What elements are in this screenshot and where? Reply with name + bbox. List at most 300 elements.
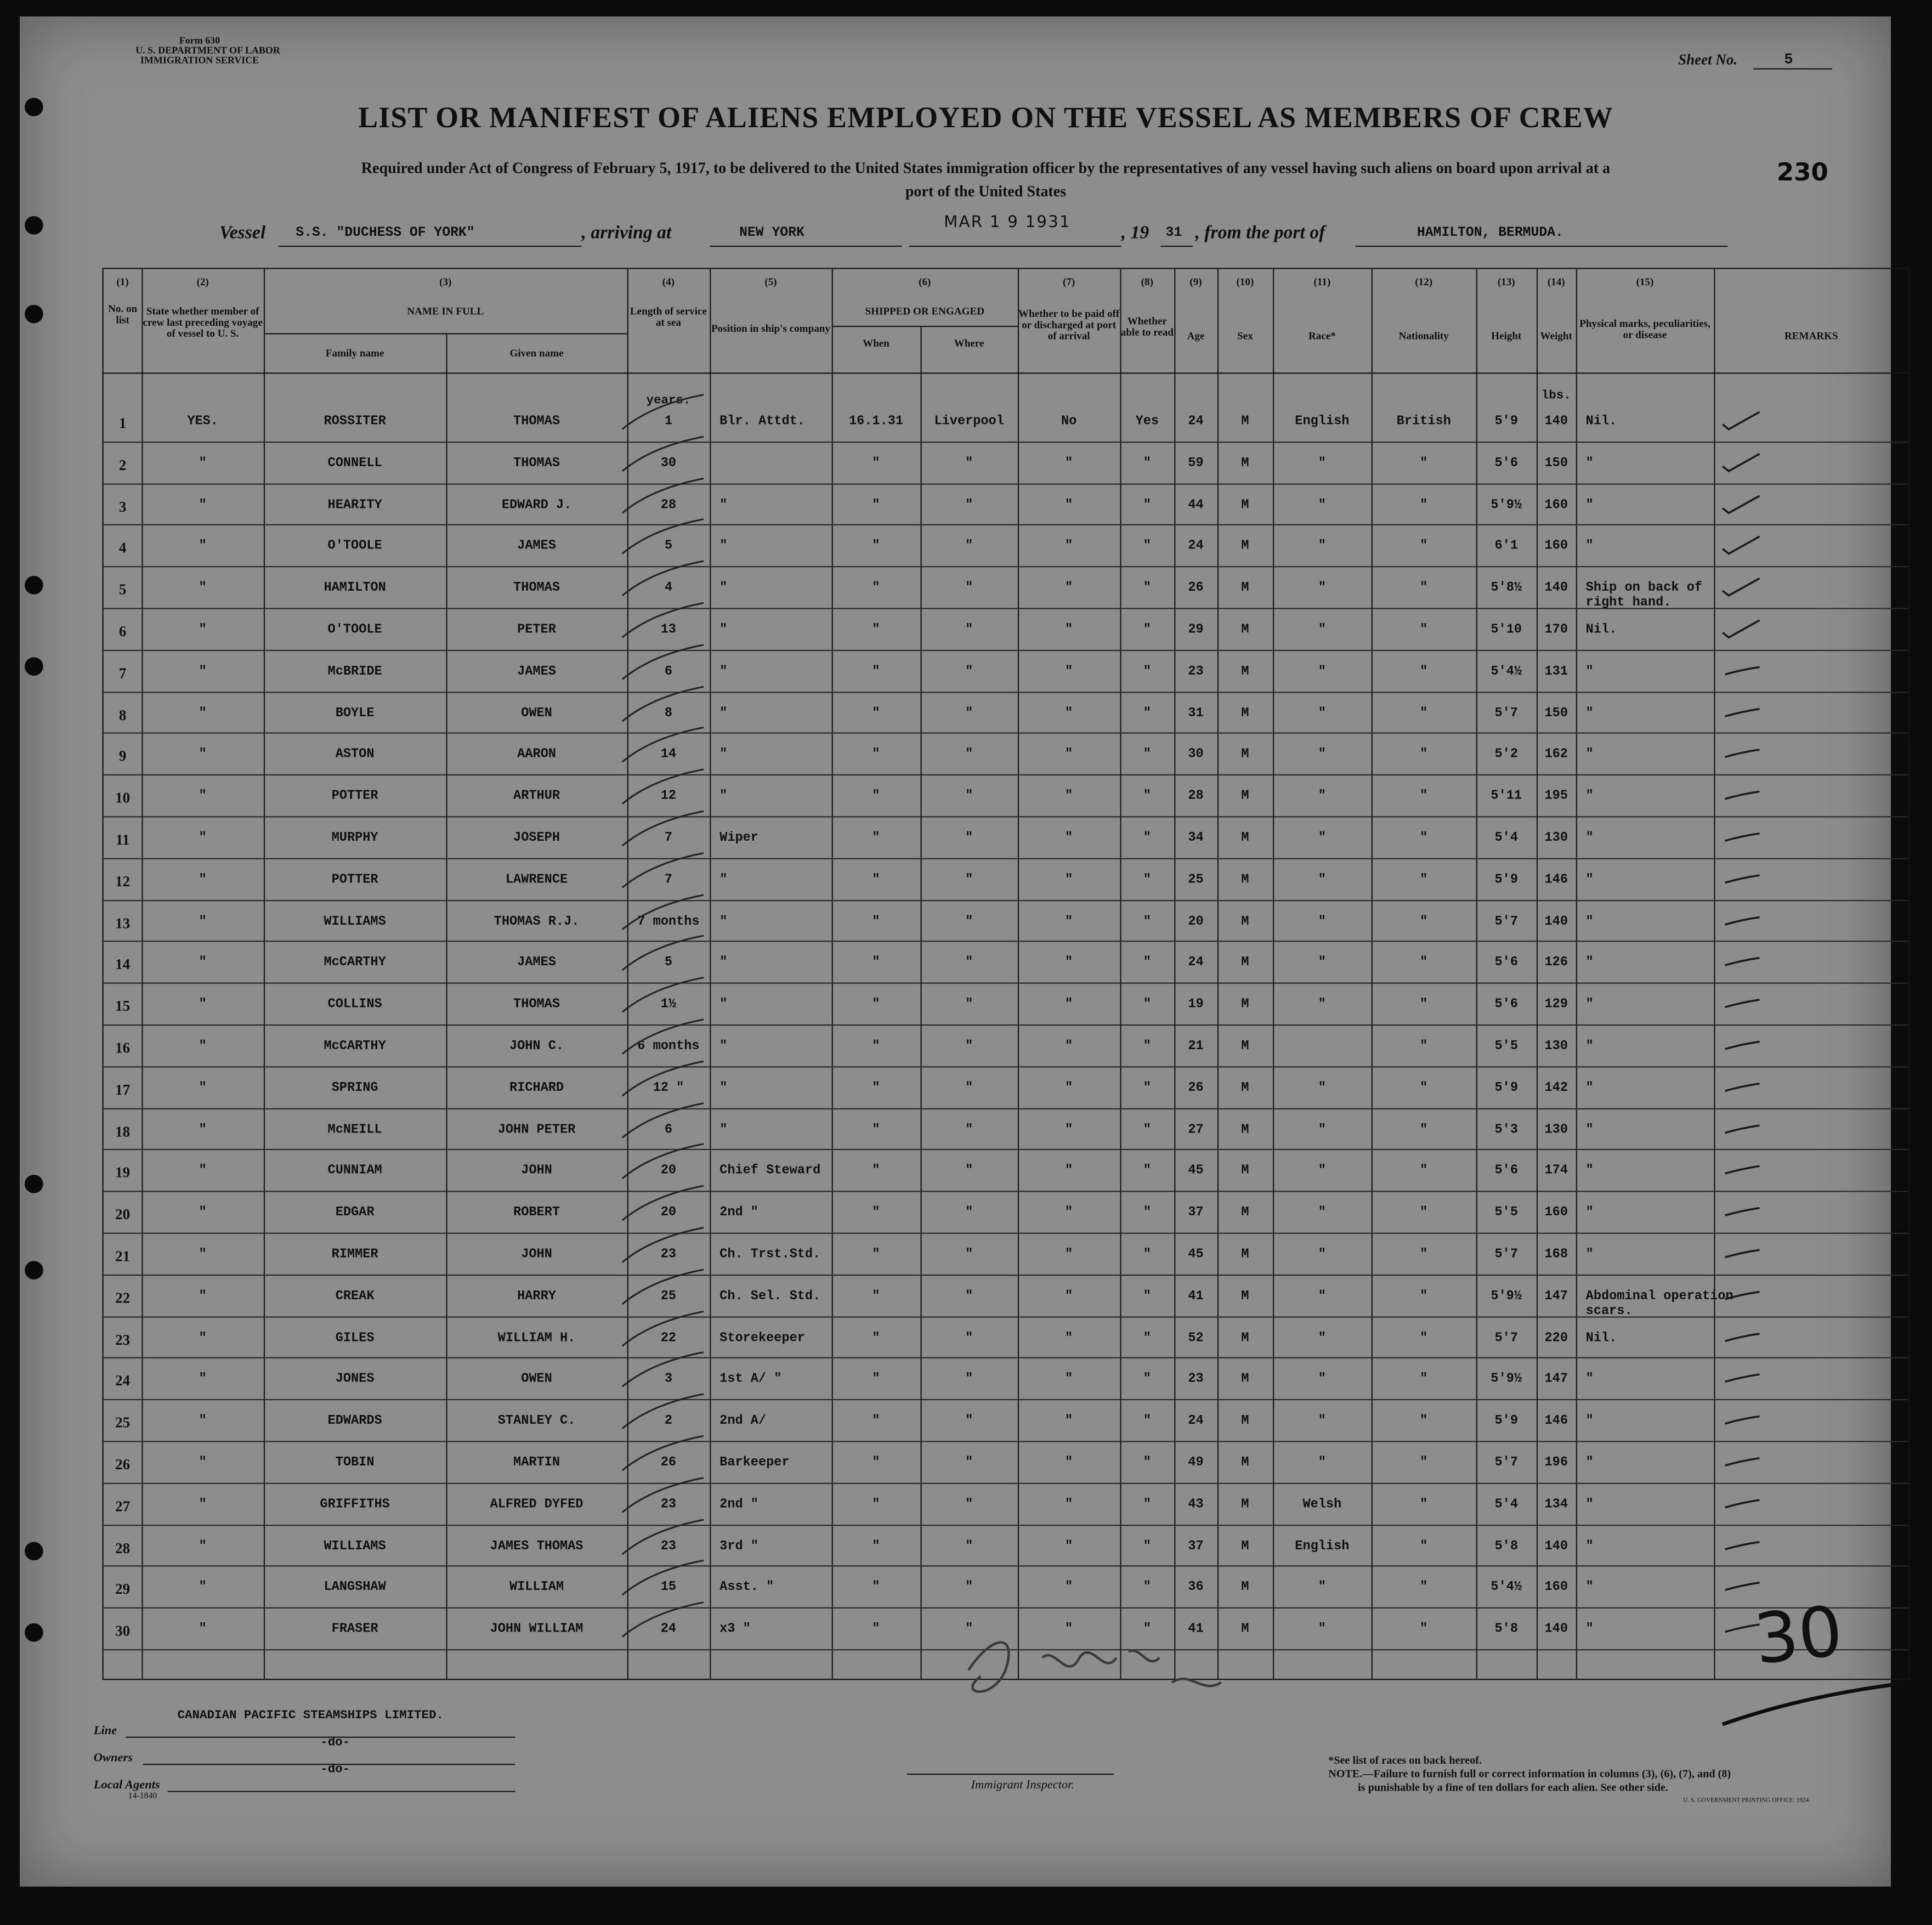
service-length: 20: [660, 1164, 677, 1179]
family-name: O'TOOLE: [327, 622, 382, 638]
family-name: GILES: [335, 1330, 375, 1346]
remarks-check-mark: [1718, 615, 1767, 640]
previous-voyage: ": [199, 664, 207, 680]
able-to-read: ": [1143, 1289, 1151, 1304]
weight: 140: [1544, 1539, 1568, 1554]
age: 49: [1188, 1456, 1204, 1471]
nationality: ": [1420, 1080, 1428, 1096]
ship-position: x3 ": [719, 1622, 751, 1637]
engaged-when: ": [872, 1622, 880, 1637]
able-to-read: Yes: [1135, 414, 1159, 429]
family-name: LANGSHAW: [324, 1581, 386, 1596]
family-name: McBRIDE: [327, 664, 382, 680]
ship-position: Asst. ": [719, 1581, 774, 1596]
column-header-15: Physical marks, peculiarities, or disease: [1579, 317, 1710, 341]
sex: M: [1241, 1456, 1249, 1471]
remarks-check-mark: [1718, 824, 1767, 848]
row-divider: [104, 525, 1909, 526]
physical-marks: ": [1585, 1039, 1594, 1054]
given-name: JOHN C.: [509, 1039, 564, 1054]
age: 26: [1188, 1080, 1204, 1096]
height: 5'4½: [1491, 664, 1522, 680]
column-header-family-name: Family name: [325, 347, 384, 359]
service-length: 23: [660, 1247, 677, 1262]
height: 5'8½: [1491, 581, 1522, 596]
column-number-10: (10): [1236, 275, 1254, 288]
height: 5'3: [1494, 1122, 1519, 1137]
family-name: CUNNIAM: [327, 1164, 382, 1179]
row-divider: [104, 1482, 1909, 1484]
previous-voyage: ": [199, 1247, 207, 1262]
page-subtitle-line2: port of the United States: [905, 183, 1067, 200]
column-divider: [1714, 269, 1715, 1679]
engaged-when: ": [872, 539, 880, 554]
remarks-check-mark: [1718, 740, 1767, 765]
engaged-where: ": [965, 1039, 973, 1054]
physical-marks: ": [1585, 497, 1594, 513]
nationality: ": [1420, 1372, 1428, 1388]
nationality: ": [1420, 664, 1428, 680]
age: 37: [1188, 1205, 1204, 1221]
height: 5'6: [1494, 955, 1519, 971]
race: ": [1318, 997, 1326, 1012]
engaged-where: ": [965, 1414, 973, 1429]
weight: 140: [1544, 581, 1568, 596]
service-length: 7: [664, 831, 673, 846]
row-number: 29: [115, 1581, 131, 1598]
given-name: JOHN WILLIAM: [490, 1622, 583, 1637]
able-to-read: ": [1143, 748, 1151, 763]
service-pencil-stroke: [615, 1392, 713, 1434]
race: ": [1318, 497, 1326, 513]
sex: M: [1241, 914, 1249, 929]
height: 5'9: [1494, 873, 1519, 888]
weight: 140: [1544, 914, 1568, 929]
race: English: [1295, 414, 1350, 429]
column-number-7: (7): [1062, 275, 1075, 288]
column-header-where: Where: [954, 337, 984, 349]
row-divider: [104, 858, 1909, 859]
page-title: LIST OR MANIFEST OF ALIENS EMPLOYED ON THE VESSEL AS MEMBERS OF CREW: [358, 103, 1613, 135]
engaged-where: ": [965, 1622, 973, 1637]
sex: M: [1241, 622, 1249, 638]
engaged-where: ": [965, 831, 973, 846]
previous-voyage: ": [199, 1164, 207, 1179]
given-name: ALFRED DYFED: [490, 1497, 583, 1513]
sheet-number-line: [1753, 68, 1832, 69]
engaged-when: ": [872, 622, 880, 638]
paid-off: ": [1065, 1247, 1073, 1262]
service-length: 2: [664, 1414, 673, 1429]
physical-marks: Ship on back of: [1585, 581, 1703, 596]
engaged-when: ": [872, 873, 880, 888]
paid-off: ": [1065, 706, 1073, 721]
remarks-check-mark: [1718, 990, 1767, 1015]
age: 20: [1188, 914, 1204, 929]
paid-off: ": [1065, 622, 1073, 638]
physical-marks-continued: scars.: [1585, 1304, 1633, 1319]
weight: 196: [1544, 1456, 1568, 1471]
physical-marks: Nil.: [1585, 622, 1617, 638]
height: 5'7: [1494, 706, 1519, 721]
engaged-where: ": [965, 622, 973, 638]
row-divider: [104, 899, 1909, 901]
physical-marks: ": [1585, 664, 1594, 680]
height: 6'1: [1494, 539, 1519, 554]
engaged-where: ": [965, 456, 973, 471]
sex: M: [1241, 873, 1249, 888]
engaged-where: ": [965, 789, 973, 805]
sex: M: [1241, 706, 1249, 721]
column-number-13: (13): [1497, 275, 1515, 288]
shipping-line-name: CANADIAN PACIFIC STEAMSHIPS LIMITED.: [177, 1709, 444, 1723]
physical-marks: ": [1585, 831, 1594, 846]
paid-off: ": [1065, 664, 1073, 680]
header-divider: [104, 372, 1909, 373]
weight: 126: [1544, 955, 1568, 971]
service-pencil-stroke: [615, 1434, 713, 1475]
age: 31: [1188, 706, 1204, 721]
physical-marks: Nil.: [1585, 1330, 1617, 1346]
service-length: 22: [660, 1330, 677, 1346]
engaged-where: ": [965, 1372, 973, 1388]
given-name: PETER: [517, 622, 556, 638]
given-name: WILLIAM H.: [497, 1330, 576, 1346]
service-length: 23: [660, 1539, 677, 1554]
physical-marks: Nil.: [1585, 414, 1617, 429]
remarks-check-mark: [1718, 490, 1767, 515]
engaged-where: ": [965, 706, 973, 721]
sex: M: [1241, 1581, 1249, 1596]
ship-position: Storekeeper: [719, 1330, 805, 1346]
engaged-where: ": [965, 997, 973, 1012]
paid-off: ": [1065, 914, 1073, 929]
able-to-read: ": [1143, 1414, 1151, 1429]
weight: 174: [1544, 1164, 1568, 1179]
given-name: WILLIAM: [509, 1581, 564, 1596]
age: 45: [1188, 1247, 1204, 1262]
physical-marks: ": [1585, 539, 1594, 554]
remarks-check-mark: [1718, 1032, 1767, 1056]
physical-marks: ": [1585, 1372, 1594, 1388]
binder-hole: [25, 1261, 43, 1279]
nationality: ": [1420, 622, 1428, 638]
given-name: JAMES: [517, 955, 556, 971]
vessel-label: Vessel: [219, 223, 266, 244]
engaged-when: ": [872, 1289, 880, 1304]
paid-off: ": [1065, 1622, 1073, 1637]
weight: 195: [1544, 789, 1568, 805]
paid-off: No: [1061, 414, 1077, 429]
row-number: 22: [115, 1289, 131, 1306]
remarks-check-mark: [1718, 532, 1767, 557]
engaged-when: ": [872, 789, 880, 805]
height: 5'9½: [1491, 1289, 1522, 1304]
age: 23: [1188, 1372, 1204, 1388]
manifest-sheet: [20, 16, 1891, 1887]
weight: 170: [1544, 622, 1568, 638]
given-name: THOMAS: [513, 581, 560, 596]
age: 41: [1188, 1289, 1204, 1304]
engaged-when: ": [872, 706, 880, 721]
nationality: ": [1420, 997, 1428, 1012]
family-name: ROSSITER: [324, 414, 386, 429]
ship-position: Wiper: [719, 831, 758, 846]
column-number-9: (9): [1189, 275, 1202, 288]
departure-port: HAMILTON, BERMUDA.: [1417, 225, 1563, 241]
remarks-check-mark: [1718, 782, 1767, 807]
sex: M: [1241, 748, 1249, 763]
engaged-when: ": [872, 1497, 880, 1513]
family-name: TOBIN: [335, 1456, 375, 1471]
crew-table: [103, 268, 1910, 1680]
arrival-port: NEW YORK: [739, 225, 804, 241]
race: ": [1318, 1247, 1326, 1262]
handwritten-stroke: [1720, 1668, 1917, 1729]
ship-position: ": [719, 1039, 728, 1054]
previous-voyage: ": [199, 1330, 207, 1346]
ship-position: 2nd ": [719, 1497, 758, 1513]
sex: M: [1241, 664, 1249, 680]
remarks-check-mark: [1718, 1407, 1767, 1431]
weight: 160: [1544, 497, 1568, 513]
column-header-12: Nationality: [1398, 329, 1449, 342]
column-header-11: Race*: [1308, 329, 1336, 342]
height: 5'7: [1494, 1456, 1519, 1471]
service-pencil-stroke: [615, 933, 713, 975]
row-number: 10: [115, 789, 131, 807]
arrival-date-stamp: MAR 1 9 1931: [944, 213, 1071, 233]
owners-label: Owners: [93, 1751, 133, 1765]
engaged-where: ": [965, 1122, 973, 1137]
row-divider: [104, 1275, 1909, 1276]
remarks-check-mark: [1718, 1198, 1767, 1223]
engaged-when: ": [872, 1080, 880, 1096]
service-pencil-stroke: [615, 1559, 713, 1600]
nationality: ": [1420, 706, 1428, 721]
row-divider: [104, 1399, 1909, 1400]
service-length: 7: [664, 873, 673, 888]
nationality: ": [1420, 1039, 1428, 1054]
remarks-check-mark: [1718, 948, 1767, 973]
family-name: O'TOOLE: [327, 539, 382, 554]
race: ": [1318, 748, 1326, 763]
row-divider: [104, 649, 1909, 650]
engaged-where: ": [965, 1164, 973, 1179]
physical-marks: ": [1585, 997, 1594, 1012]
handwritten-total: 30: [1750, 1592, 1846, 1681]
service-pencil-stroke: [615, 601, 713, 642]
age: 36: [1188, 1581, 1204, 1596]
engaged-when: ": [872, 914, 880, 929]
service-pencil-stroke: [615, 1017, 713, 1058]
service-length: 5: [664, 539, 673, 554]
row-divider: [104, 1191, 1909, 1192]
previous-voyage: ": [199, 1039, 207, 1054]
given-name: MARTIN: [513, 1456, 560, 1471]
family-name: JONES: [335, 1372, 375, 1388]
ship-position: 3rd ": [719, 1539, 758, 1554]
ship-position: ": [719, 622, 728, 638]
row-divider: [104, 441, 1909, 443]
nationality: ": [1420, 1622, 1428, 1637]
service-length: 7 months: [637, 914, 700, 929]
age: 52: [1188, 1330, 1204, 1346]
nationality: ": [1420, 1289, 1428, 1304]
service-pencil-stroke: [615, 1600, 713, 1642]
service-length: 26: [660, 1456, 677, 1471]
service-length: 5: [664, 955, 673, 971]
row-divider: [104, 483, 1909, 484]
physical-marks: ": [1585, 1456, 1594, 1471]
row-divider: [104, 1108, 1909, 1109]
able-to-read: ": [1143, 664, 1151, 680]
weight: 150: [1544, 706, 1568, 721]
physical-marks-continued: right hand.: [1585, 596, 1672, 611]
column-number-3: (3): [439, 275, 452, 288]
service-length: 4: [664, 581, 673, 596]
sex: M: [1241, 1289, 1249, 1304]
family-name: WILLIAMS: [324, 914, 386, 929]
able-to-read: ": [1143, 581, 1151, 596]
service-pencil-stroke: [615, 642, 713, 684]
service-length: 14: [660, 748, 677, 763]
engaged-when: ": [872, 1205, 880, 1221]
vessel-line: [279, 246, 582, 247]
ship-position: ": [719, 581, 728, 596]
service-length: 24: [660, 1622, 677, 1637]
column-header-8: Whether able to read: [1120, 314, 1174, 338]
previous-voyage: ": [199, 1497, 207, 1513]
row-number: 3: [118, 497, 127, 516]
ship-position: 2nd A/: [719, 1414, 767, 1429]
row-number: 26: [115, 1456, 131, 1473]
sex: M: [1241, 539, 1249, 554]
given-name: OWEN: [521, 1372, 552, 1388]
weight: 142: [1544, 1080, 1568, 1096]
service-pencil-stroke: [615, 1350, 713, 1392]
family-name: CREAK: [335, 1289, 375, 1304]
service-length: 30: [660, 456, 677, 471]
given-name: ARTHUR: [513, 789, 560, 805]
nationality: ": [1420, 955, 1428, 971]
previous-voyage: ": [199, 955, 207, 971]
paid-off: ": [1065, 789, 1073, 805]
paid-off: ": [1065, 748, 1073, 763]
engaged-when: ": [872, 581, 880, 596]
ship-position: ": [719, 789, 728, 805]
race: ": [1318, 955, 1326, 971]
race: ": [1318, 1289, 1326, 1304]
sex: M: [1241, 1414, 1249, 1429]
engaged-when: ": [872, 1414, 880, 1429]
ship-position: ": [719, 497, 728, 513]
departure-label: , from the port of: [1195, 223, 1325, 244]
physical-marks: ": [1585, 873, 1594, 888]
engaged-when: ": [872, 1581, 880, 1596]
weight: 160: [1544, 1205, 1568, 1221]
family-name: McCARTHY: [324, 955, 386, 971]
engaged-when: ": [872, 1247, 880, 1262]
column-header-3: NAME IN FULL: [407, 304, 484, 318]
able-to-read: ": [1143, 1581, 1151, 1596]
column-header-5: Position in ship's company: [711, 322, 830, 335]
physical-marks: ": [1585, 1622, 1594, 1637]
ship-position: ": [719, 955, 728, 971]
engaged-where: ": [965, 748, 973, 763]
race: ": [1318, 1205, 1326, 1221]
row-number: 24: [115, 1372, 131, 1390]
age: 43: [1188, 1497, 1204, 1513]
engaged-when: ": [872, 497, 880, 513]
physical-marks: ": [1585, 1497, 1594, 1513]
engaged-when: ": [872, 831, 880, 846]
pounds-unit-label: lbs.: [1541, 389, 1571, 404]
inspector-signature: [932, 1621, 1252, 1719]
races-note: *See list of races on back hereof.: [1328, 1753, 1482, 1767]
local-agents-value: -do-: [320, 1763, 350, 1777]
column-number-11: (11): [1313, 275, 1331, 288]
age: 45: [1188, 1164, 1204, 1179]
nationality: ": [1420, 914, 1428, 929]
engaged-where: ": [965, 1080, 973, 1096]
weight: 147: [1544, 1372, 1568, 1388]
height: 5'7: [1494, 914, 1519, 929]
able-to-read: ": [1143, 831, 1151, 846]
paid-off: ": [1065, 539, 1073, 554]
previous-voyage: ": [199, 539, 207, 554]
service-pencil-stroke: [615, 1184, 713, 1225]
previous-voyage: ": [199, 456, 207, 471]
race: ": [1318, 1080, 1326, 1096]
age: 37: [1188, 1539, 1204, 1554]
sex: M: [1241, 1080, 1249, 1096]
weight: 150: [1544, 456, 1568, 471]
service-pencil-stroke: [615, 1267, 713, 1309]
height: 5'9½: [1491, 1372, 1522, 1388]
service-length: 6: [664, 1122, 673, 1137]
engaged-where: ": [965, 539, 973, 554]
able-to-read: ": [1143, 1497, 1151, 1513]
family-name: WILLIAMS: [324, 1539, 386, 1554]
service-pencil-stroke: [615, 1517, 713, 1559]
remarks-check-mark: [1718, 1073, 1767, 1098]
remarks-check-mark: [1718, 657, 1767, 682]
column-number-2: (2): [196, 275, 209, 288]
engaged-when: ": [872, 955, 880, 971]
service-length: 6: [664, 664, 673, 680]
sex: M: [1241, 1622, 1249, 1637]
service-pencil-stroke: [615, 392, 713, 434]
nationality: ": [1420, 1164, 1428, 1179]
ship-position: ": [719, 997, 728, 1012]
able-to-read: ": [1143, 1372, 1151, 1388]
service-pencil-stroke: [615, 517, 713, 559]
arrival-date-line: [909, 246, 1121, 247]
age: 30: [1188, 748, 1204, 763]
nationality: ": [1420, 1539, 1428, 1554]
binder-hole: [25, 216, 43, 235]
age: 59: [1188, 456, 1204, 471]
sex: M: [1241, 1247, 1249, 1262]
able-to-read: ": [1143, 1039, 1151, 1054]
nationality: ": [1420, 456, 1428, 471]
engaged-when: ": [872, 1330, 880, 1346]
year-label: , 19: [1121, 223, 1149, 244]
row-number: 17: [115, 1080, 131, 1099]
height: 5'10: [1491, 622, 1522, 638]
service-length: 25: [660, 1289, 677, 1304]
